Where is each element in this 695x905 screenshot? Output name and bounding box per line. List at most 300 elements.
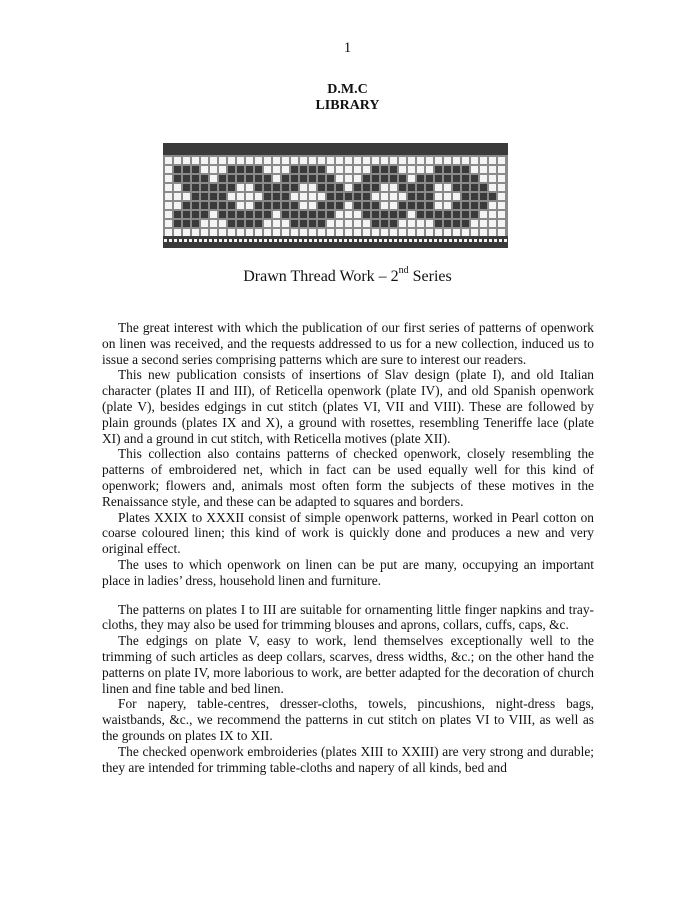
- lace-picot: [194, 239, 197, 242]
- lace-darned-cell: [426, 184, 433, 191]
- lace-open-cell: [219, 157, 226, 164]
- lace-open-cell: [210, 166, 217, 173]
- lace-open-cell: [435, 202, 442, 209]
- paragraph: The patterns on plates I to III are suitable for ornamenting little finger napkins and tray-cloths, they may also be used for trimming blouses and aprons, collars, cuffs, caps, &c.: [102, 601, 594, 633]
- lace-picot: [399, 239, 402, 242]
- lace-darned-cell: [390, 175, 397, 182]
- lace-darned-cell: [327, 193, 334, 200]
- lace-open-cell: [228, 157, 235, 164]
- lace-darned-cell: [282, 211, 289, 218]
- lace-darned-cell: [444, 166, 451, 173]
- lace-open-cell: [381, 193, 388, 200]
- lace-darned-cell: [228, 166, 235, 173]
- lace-darned-cell: [399, 175, 406, 182]
- lace-darned-cell: [246, 175, 253, 182]
- lace-darned-cell: [201, 175, 208, 182]
- lace-picot: [369, 239, 372, 242]
- lace-open-cell: [498, 166, 505, 173]
- lace-picot: [224, 239, 227, 242]
- lace-open-cell: [471, 157, 478, 164]
- lace-open-cell: [201, 157, 208, 164]
- paragraph: Plates XXIX to XXXII consist of simple openwork patterns, worked in Pearl cotton on coarse coloured linen; this kind of work is quickly done and produces a new and very original effect.: [102, 509, 594, 557]
- lace-open-cell: [264, 157, 271, 164]
- lace-open-cell: [345, 211, 352, 218]
- lace-open-cell: [372, 193, 379, 200]
- page-number: 1: [343, 40, 352, 56]
- lace-open-cell: [165, 184, 172, 191]
- lace-darned-cell: [183, 211, 190, 218]
- lace-open-cell: [417, 157, 424, 164]
- lace-open-cell: [336, 157, 343, 164]
- lace-open-cell: [246, 202, 253, 209]
- lace-darned-cell: [399, 202, 406, 209]
- lace-open-cell: [165, 175, 172, 182]
- lace-darned-cell: [417, 193, 424, 200]
- lace-darned-cell: [390, 220, 397, 227]
- lace-darned-cell: [291, 166, 298, 173]
- lace-darned-cell: [462, 175, 469, 182]
- lace-darned-cell: [318, 184, 325, 191]
- lace-picot: [339, 239, 342, 242]
- lace-open-cell: [309, 184, 316, 191]
- lace-darned-cell: [381, 166, 388, 173]
- lace-darned-cell: [399, 211, 406, 218]
- lace-darned-cell: [318, 175, 325, 182]
- lace-darned-cell: [453, 175, 460, 182]
- lace-border-illustration: [163, 143, 508, 248]
- lace-open-cell: [381, 202, 388, 209]
- lace-open-cell: [336, 166, 343, 173]
- lace-open-cell: [201, 229, 208, 236]
- lace-open-cell: [201, 220, 208, 227]
- lace-darned-cell: [435, 220, 442, 227]
- lace-open-cell: [228, 229, 235, 236]
- lace-open-cell: [489, 184, 496, 191]
- lace-open-cell: [435, 229, 442, 236]
- lace-picot: [459, 239, 462, 242]
- lace-picot: [384, 239, 387, 242]
- lace-darned-cell: [192, 193, 199, 200]
- lace-darned-cell: [417, 211, 424, 218]
- lace-darned-cell: [219, 175, 226, 182]
- lace-open-cell: [390, 229, 397, 236]
- lace-darned-cell: [444, 211, 451, 218]
- lace-open-cell: [291, 157, 298, 164]
- lace-open-cell: [435, 157, 442, 164]
- lace-top-band: [163, 143, 508, 155]
- lace-darned-cell: [192, 166, 199, 173]
- lace-open-cell: [471, 220, 478, 227]
- lace-open-cell: [219, 220, 226, 227]
- lace-open-cell: [363, 229, 370, 236]
- lace-open-cell: [327, 229, 334, 236]
- lace-open-cell: [210, 211, 217, 218]
- lace-open-cell: [345, 202, 352, 209]
- lace-open-cell: [237, 193, 244, 200]
- lace-picot: [334, 239, 337, 242]
- paragraph: This collection also contains patterns of checked openwork, closely resembling the patterns of embroidered net, which in fact can be used equally well for this kind of openwork; flowers and, animals most often form the subjects of these motives in the Renaissance style, and these can be adapted to squares and borders.: [102, 446, 594, 509]
- lace-open-cell: [417, 166, 424, 173]
- lace-picot: [464, 239, 467, 242]
- lace-darned-cell: [264, 184, 271, 191]
- lace-picot: [284, 239, 287, 242]
- lace-darned-cell: [471, 175, 478, 182]
- lace-open-cell: [336, 211, 343, 218]
- lace-darned-cell: [237, 175, 244, 182]
- lace-darned-cell: [255, 184, 262, 191]
- lace-open-cell: [273, 166, 280, 173]
- lace-darned-cell: [300, 220, 307, 227]
- lace-open-cell: [210, 220, 217, 227]
- lace-open-cell: [408, 211, 415, 218]
- lace-picot: [219, 239, 222, 242]
- lace-open-cell: [399, 193, 406, 200]
- lace-open-cell: [246, 229, 253, 236]
- lace-darned-cell: [192, 202, 199, 209]
- lace-darned-cell: [327, 211, 334, 218]
- lace-darned-cell: [264, 211, 271, 218]
- lace-picot: [424, 239, 427, 242]
- lace-darned-cell: [219, 211, 226, 218]
- lace-open-cell: [444, 193, 451, 200]
- lace-open-cell: [273, 211, 280, 218]
- lace-darned-cell: [282, 202, 289, 209]
- lace-open-cell: [489, 220, 496, 227]
- lace-open-cell: [282, 157, 289, 164]
- lace-picot: [209, 239, 212, 242]
- lace-darned-cell: [237, 220, 244, 227]
- lace-open-cell: [210, 157, 217, 164]
- lace-darned-cell: [201, 184, 208, 191]
- lace-open-cell: [480, 175, 487, 182]
- lace-open-cell: [489, 166, 496, 173]
- lace-picot: [364, 239, 367, 242]
- lace-picot: [359, 239, 362, 242]
- lace-open-cell: [273, 175, 280, 182]
- lace-open-cell: [498, 220, 505, 227]
- lace-open-cell: [327, 157, 334, 164]
- lace-picot: [389, 239, 392, 242]
- lace-darned-cell: [273, 184, 280, 191]
- lace-darned-cell: [327, 184, 334, 191]
- lace-open-cell: [471, 166, 478, 173]
- lace-open-cell: [255, 193, 262, 200]
- lace-darned-cell: [291, 211, 298, 218]
- lace-darned-cell: [327, 175, 334, 182]
- lace-darned-cell: [372, 211, 379, 218]
- lace-open-cell: [165, 202, 172, 209]
- lace-darned-cell: [255, 211, 262, 218]
- lace-open-cell: [345, 229, 352, 236]
- paragraph: The checked openwork embroideries (plates XIII to XXIII) are very strong and durable; they are intended for trimming table-cloths and napery of all kinds, bed and: [102, 743, 594, 775]
- lace-open-cell: [291, 229, 298, 236]
- lace-open-cell: [408, 157, 415, 164]
- lace-open-cell: [300, 157, 307, 164]
- title-superscript: nd: [398, 264, 409, 276]
- lace-open-cell: [354, 220, 361, 227]
- lace-darned-cell: [453, 166, 460, 173]
- lace-picot: [489, 239, 492, 242]
- lace-darned-cell: [417, 202, 424, 209]
- lace-open-cell: [300, 202, 307, 209]
- lace-darned-cell: [345, 193, 352, 200]
- lace-darned-cell: [264, 202, 271, 209]
- lace-darned-cell: [255, 202, 262, 209]
- lace-picot: [439, 239, 442, 242]
- lace-open-cell: [498, 157, 505, 164]
- lace-border-svg: [163, 143, 508, 248]
- lace-picot: [164, 239, 167, 242]
- lace-darned-cell: [273, 193, 280, 200]
- lace-open-cell: [174, 193, 181, 200]
- lace-open-cell: [426, 220, 433, 227]
- lace-darned-cell: [291, 184, 298, 191]
- header-line-2: LIBRARY: [315, 98, 380, 113]
- lace-open-cell: [399, 166, 406, 173]
- lace-open-cell: [228, 193, 235, 200]
- lace-darned-cell: [246, 166, 253, 173]
- lace-darned-cell: [237, 211, 244, 218]
- lace-open-cell: [282, 220, 289, 227]
- lace-picot: [414, 239, 417, 242]
- lace-open-cell: [246, 193, 253, 200]
- lace-open-cell: [498, 175, 505, 182]
- lace-open-cell: [408, 166, 415, 173]
- lace-darned-cell: [435, 166, 442, 173]
- lace-darned-cell: [300, 175, 307, 182]
- lace-darned-cell: [426, 202, 433, 209]
- header-line-1: D.M.C: [327, 82, 368, 97]
- lace-picot: [259, 239, 262, 242]
- lace-open-cell: [498, 202, 505, 209]
- lace-picot: [374, 239, 377, 242]
- lace-darned-cell: [399, 184, 406, 191]
- lace-darned-cell: [228, 202, 235, 209]
- lace-darned-cell: [363, 211, 370, 218]
- lace-darned-cell: [183, 184, 190, 191]
- lace-open-cell: [381, 157, 388, 164]
- lace-darned-cell: [255, 220, 262, 227]
- lace-open-cell: [174, 229, 181, 236]
- lace-darned-cell: [174, 211, 181, 218]
- lace-open-cell: [444, 157, 451, 164]
- lace-darned-cell: [372, 202, 379, 209]
- lace-darned-cell: [318, 220, 325, 227]
- lace-picot: [349, 239, 352, 242]
- lace-open-cell: [183, 229, 190, 236]
- lace-darned-cell: [282, 193, 289, 200]
- lace-picot: [479, 239, 482, 242]
- lace-open-cell: [345, 157, 352, 164]
- lace-picot: [409, 239, 412, 242]
- lace-darned-cell: [183, 166, 190, 173]
- lace-open-cell: [201, 166, 208, 173]
- lace-darned-cell: [372, 175, 379, 182]
- lace-open-cell: [372, 229, 379, 236]
- lace-picot: [499, 239, 502, 242]
- lace-darned-cell: [462, 211, 469, 218]
- lace-picot: [229, 239, 232, 242]
- lace-picot: [204, 239, 207, 242]
- lace-darned-cell: [291, 220, 298, 227]
- lace-open-cell: [165, 220, 172, 227]
- lace-darned-cell: [390, 166, 397, 173]
- lace-open-cell: [462, 229, 469, 236]
- title-tail: Series: [408, 268, 452, 285]
- lace-open-cell: [237, 184, 244, 191]
- lace-open-cell: [309, 202, 316, 209]
- lace-open-cell: [336, 229, 343, 236]
- paragraph: This new publication consists of insertions of Slav design (plate I), and old Italian character (plates II and III), of Reticella openwork (plate IV), and old Spanish openwork (plate V), besides edgings in cut stitch (plates VI, VII and VIII). These are followed by plain grounds (plates IX and X), a ground with rosettes, resembling Teneriffe lace (plate XI) and a ground in cut stitch, with Reticella motives (plate XII).: [102, 367, 594, 446]
- lace-darned-cell: [201, 202, 208, 209]
- lace-open-cell: [480, 220, 487, 227]
- lace-picot: [454, 239, 457, 242]
- lace-open-cell: [399, 229, 406, 236]
- lace-open-cell: [363, 220, 370, 227]
- lace-darned-cell: [336, 193, 343, 200]
- lace-darned-cell: [210, 193, 217, 200]
- lace-open-cell: [255, 157, 262, 164]
- lace-darned-cell: [426, 193, 433, 200]
- lace-picot: [469, 239, 472, 242]
- lace-open-cell: [210, 229, 217, 236]
- lace-darned-cell: [174, 220, 181, 227]
- lace-darned-cell: [192, 175, 199, 182]
- lace-picot: [244, 239, 247, 242]
- lace-darned-cell: [183, 220, 190, 227]
- lace-darned-cell: [471, 184, 478, 191]
- lace-open-cell: [345, 220, 352, 227]
- lace-open-cell: [381, 229, 388, 236]
- lace-darned-cell: [381, 175, 388, 182]
- lace-darned-cell: [264, 175, 271, 182]
- lace-darned-cell: [435, 211, 442, 218]
- lace-picot: [474, 239, 477, 242]
- title-main: Drawn Thread Work – 2: [243, 268, 399, 285]
- lace-open-cell: [282, 166, 289, 173]
- lace-open-cell: [237, 202, 244, 209]
- lace-darned-cell: [174, 175, 181, 182]
- lace-open-cell: [354, 211, 361, 218]
- lace-darned-cell: [480, 193, 487, 200]
- lace-picot: [344, 239, 347, 242]
- lace-darned-cell: [201, 211, 208, 218]
- lace-open-cell: [174, 202, 181, 209]
- lace-picot: [249, 239, 252, 242]
- lace-open-cell: [165, 193, 172, 200]
- lace-open-cell: [255, 229, 262, 236]
- lace-open-cell: [417, 220, 424, 227]
- lace-darned-cell: [174, 166, 181, 173]
- lace-darned-cell: [219, 184, 226, 191]
- lace-picot: [319, 239, 322, 242]
- lace-open-cell: [291, 193, 298, 200]
- lace-darned-cell: [453, 202, 460, 209]
- lace-darned-cell: [480, 184, 487, 191]
- lace-picot: [269, 239, 272, 242]
- lace-open-cell: [498, 184, 505, 191]
- lace-picot: [449, 239, 452, 242]
- lace-picot: [434, 239, 437, 242]
- lace-picot: [419, 239, 422, 242]
- lace-open-cell: [426, 157, 433, 164]
- lace-open-cell: [408, 229, 415, 236]
- lace-open-cell: [264, 220, 271, 227]
- lace-open-cell: [165, 229, 172, 236]
- lace-open-cell: [192, 157, 199, 164]
- lace-darned-cell: [462, 166, 469, 173]
- lace-open-cell: [498, 211, 505, 218]
- lace-darned-cell: [462, 220, 469, 227]
- lace-darned-cell: [363, 184, 370, 191]
- lace-darned-cell: [354, 202, 361, 209]
- lace-picot: [174, 239, 177, 242]
- lace-open-cell: [345, 184, 352, 191]
- lace-open-cell: [426, 229, 433, 236]
- paragraph: The edgings on plate V, easy to work, lend themselves exceptionally well to the trimming of such articles as deep collars, scarves, dress widths, &c.; on the other hand the patterns on plate IV, more laborious to work, are better adapted for the decoration of church linen and fine table and bed linen.: [102, 633, 594, 696]
- lace-open-cell: [237, 157, 244, 164]
- lace-picot: [494, 239, 497, 242]
- lace-open-cell: [219, 229, 226, 236]
- lace-darned-cell: [237, 166, 244, 173]
- lace-darned-cell: [336, 184, 343, 191]
- lace-open-cell: [399, 220, 406, 227]
- lace-open-cell: [237, 229, 244, 236]
- body-text: [102, 320, 594, 775]
- lace-open-cell: [471, 229, 478, 236]
- lace-darned-cell: [363, 202, 370, 209]
- lace-open-cell: [489, 229, 496, 236]
- lace-darned-cell: [192, 184, 199, 191]
- lace-picot: [279, 239, 282, 242]
- library-header: [0, 82, 695, 114]
- lace-darned-cell: [435, 175, 442, 182]
- lace-open-cell: [327, 220, 334, 227]
- lace-darned-cell: [426, 211, 433, 218]
- lace-darned-cell: [183, 202, 190, 209]
- lace-open-cell: [300, 193, 307, 200]
- lace-open-cell: [444, 184, 451, 191]
- lace-darned-cell: [426, 175, 433, 182]
- lace-darned-cell: [444, 220, 451, 227]
- lace-darned-cell: [318, 202, 325, 209]
- lace-picot: [329, 239, 332, 242]
- lace-darned-cell: [291, 175, 298, 182]
- lace-darned-cell: [219, 202, 226, 209]
- lace-open-cell: [408, 175, 415, 182]
- lace-open-cell: [489, 175, 496, 182]
- lace-open-cell: [345, 166, 352, 173]
- lace-darned-cell: [372, 166, 379, 173]
- lace-darned-cell: [354, 184, 361, 191]
- lace-picot: [294, 239, 297, 242]
- lace-open-cell: [309, 157, 316, 164]
- lace-open-cell: [363, 157, 370, 164]
- lace-darned-cell: [246, 211, 253, 218]
- lace-darned-cell: [363, 175, 370, 182]
- lace-darned-cell: [201, 193, 208, 200]
- lace-darned-cell: [318, 211, 325, 218]
- lace-picot: [179, 239, 182, 242]
- lace-open-cell: [489, 202, 496, 209]
- lace-open-cell: [264, 166, 271, 173]
- lace-darned-cell: [417, 175, 424, 182]
- lace-darned-cell: [336, 202, 343, 209]
- lace-open-cell: [390, 184, 397, 191]
- lace-open-cell: [246, 157, 253, 164]
- lace-open-cell: [480, 166, 487, 173]
- lace-darned-cell: [417, 184, 424, 191]
